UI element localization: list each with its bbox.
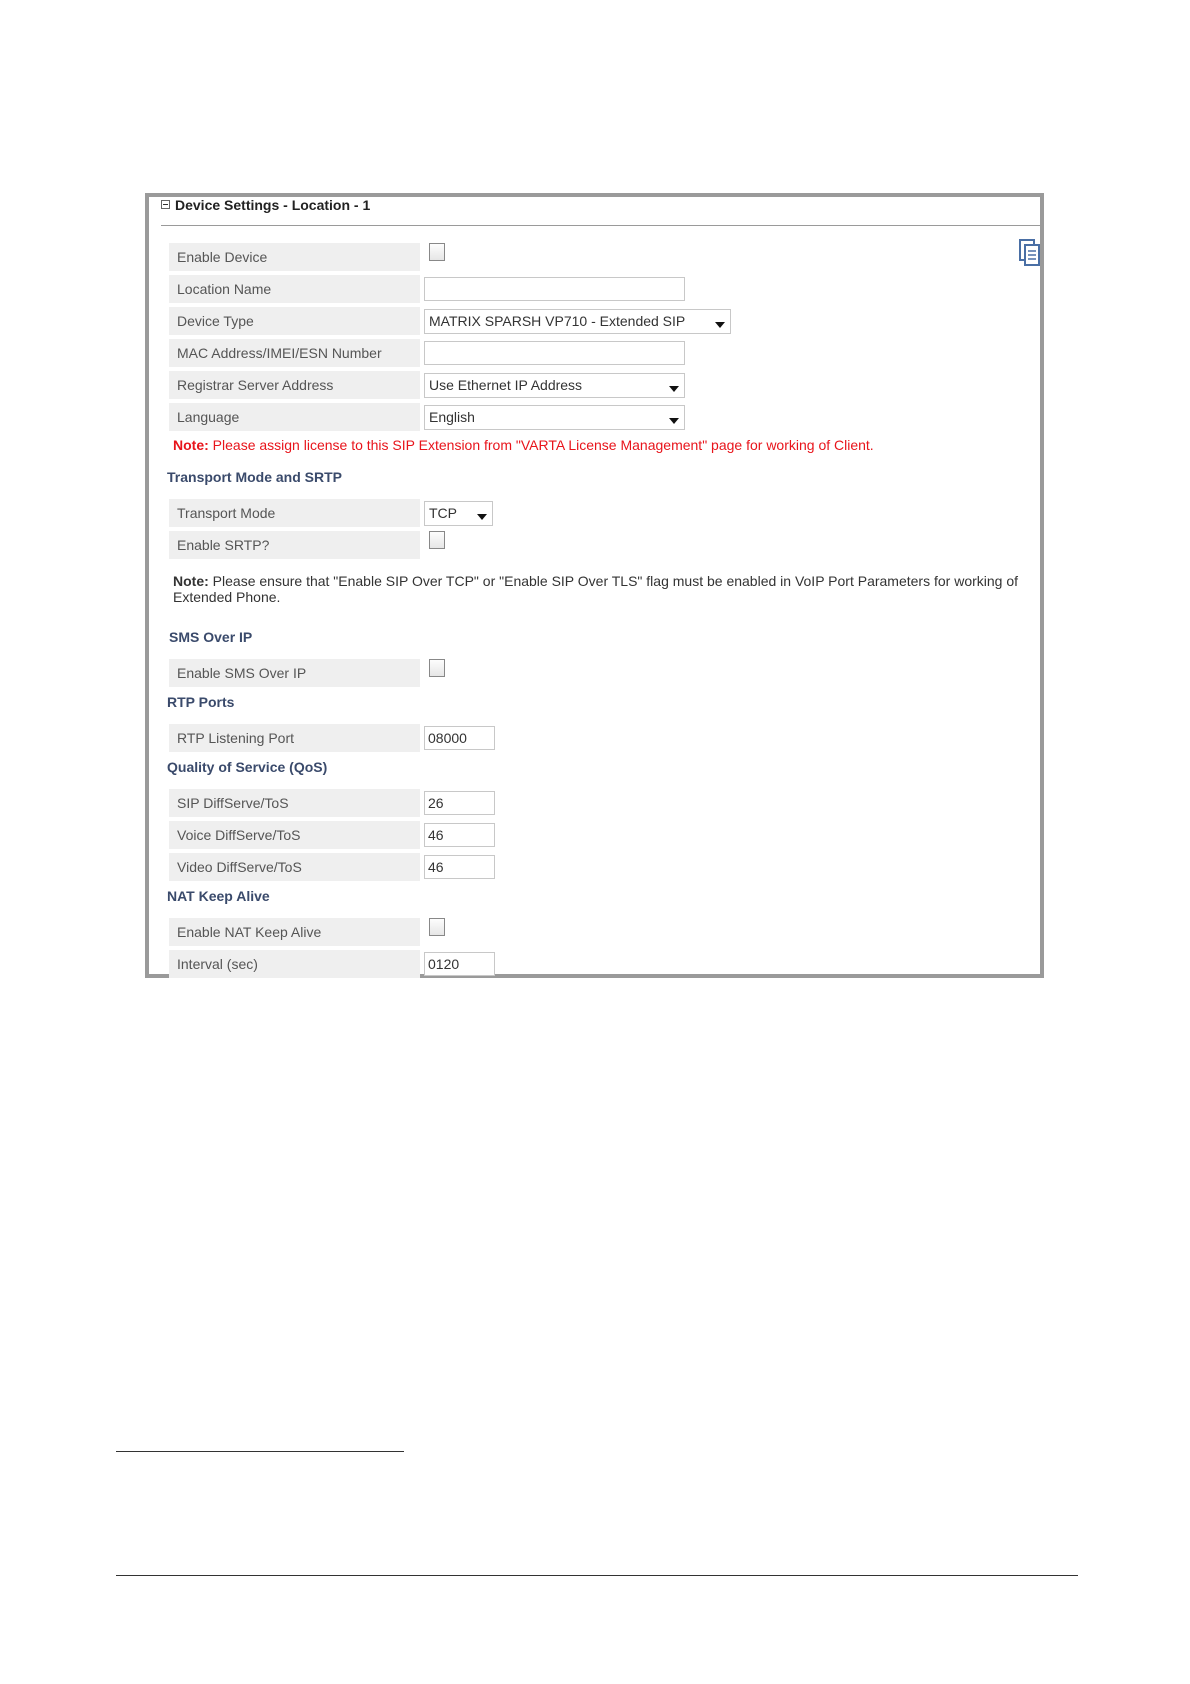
license-note [173,437,874,453]
enable-device-checkbox[interactable] [429,243,445,261]
language-select[interactable] [424,405,685,430]
registrar-server-label: Registrar Server Address [169,371,420,399]
transport-heading: Transport Mode and SRTP [167,469,343,485]
license-note-text: Please assign license to this SIP Extension from "VARTA License Management" page for working of Client. [208,437,874,453]
enable-device-label: Enable Device [169,243,420,271]
footnote-divider [116,1451,404,1452]
registrar-server-value: Use Ethernet IP Address [429,377,583,393]
enable-sms-label: Enable SMS Over IP [169,659,420,687]
nat-interval-label: Interval (sec) [169,950,420,978]
qos-heading: Quality of Service (QoS) [167,759,328,775]
tcp-note-text: Please ensure that "Enable SIP Over TCP" or "Enable SIP Over TLS" flag must be enabled in VoIP Port Parameters for working of Extended Phone. [173,573,1019,605]
mac-address-label: MAC Address/IMEI/ESN Number [169,339,420,367]
panel-title: Device Settings - Location - 1 [175,197,371,213]
sip-diffserve-input[interactable]: 26 [424,791,495,815]
sip-diffserve-label: SIP DiffServe/ToS [169,789,420,817]
transport-mode-select[interactable] [424,501,493,526]
tcp-note-prefix: Note: [173,573,209,589]
voice-diffserve-label: Voice DiffServe/ToS [169,821,420,849]
collapse-icon[interactable] [161,200,170,209]
device-type-value: MATRIX SPARSH VP710 - Extended SIP [429,313,686,329]
mac-address-input[interactable] [424,341,685,365]
transport-mode-label: Transport Mode [169,499,420,527]
video-diffserve-input[interactable]: 46 [424,855,495,879]
chevron-down-icon [715,322,725,328]
device-type-label: Device Type [169,307,420,335]
sms-heading: SMS Over IP [169,629,253,645]
transport-mode-value: TCP [429,505,457,521]
copy-icon[interactable] [1019,239,1041,267]
chevron-down-icon [477,514,487,520]
rtp-port-input[interactable]: 08000 [424,726,495,750]
rtp-port-label: RTP Listening Port [169,724,420,752]
registrar-server-select[interactable] [424,373,685,398]
chevron-down-icon [669,386,679,392]
device-settings-panel [145,193,1044,978]
nat-heading: NAT Keep Alive [167,888,270,904]
enable-sms-checkbox[interactable] [429,659,445,677]
language-value: English [429,409,475,425]
enable-nat-checkbox[interactable] [429,918,445,936]
enable-srtp-checkbox[interactable] [429,531,445,549]
video-diffserve-label: Video DiffServe/ToS [169,853,420,881]
nat-interval-input[interactable]: 0120 [424,952,495,976]
rtp-heading: RTP Ports [167,694,235,710]
enable-nat-label: Enable NAT Keep Alive [169,918,420,946]
license-note-prefix: Note: [173,437,209,453]
location-name-label: Location Name [169,275,420,303]
chevron-down-icon [669,418,679,424]
device-type-select[interactable] [424,309,731,334]
panel-header [161,197,1040,226]
enable-srtp-label: Enable SRTP? [169,531,420,559]
voice-diffserve-input[interactable]: 46 [424,823,495,847]
language-label: Language [169,403,420,431]
footer-divider [116,1575,1078,1576]
tcp-note [173,573,1023,605]
location-name-input[interactable] [424,277,685,301]
